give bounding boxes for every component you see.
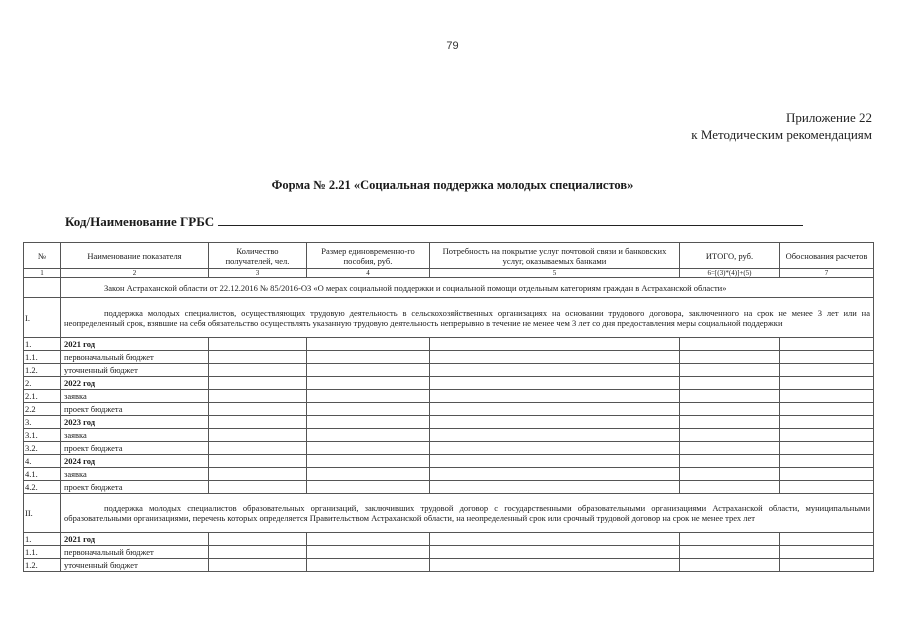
row-number: 1.1. xyxy=(24,546,61,559)
value-cell xyxy=(307,364,430,377)
row-indicator-name: уточненный бюджет xyxy=(61,559,209,572)
value-cell xyxy=(680,416,780,429)
table-row xyxy=(24,481,874,494)
header-bank-services: Потребность на покрытие услуг почтовой связи и банковских услуг, оказываемых банками xyxy=(430,243,680,269)
value-cell xyxy=(780,338,874,351)
grbs-label: Код/Наименование ГРБС xyxy=(65,214,215,229)
value-cell xyxy=(430,403,680,416)
grbs-field xyxy=(65,213,803,230)
table-row xyxy=(24,390,874,403)
row-number: 4.2. xyxy=(24,481,61,494)
value-cell xyxy=(780,390,874,403)
value-cell xyxy=(307,533,430,546)
value-cell xyxy=(780,429,874,442)
value-cell xyxy=(680,364,780,377)
section-1-num: I. xyxy=(24,298,61,338)
header-num: № xyxy=(24,243,61,269)
row-indicator-name: заявка xyxy=(61,390,209,403)
value-cell xyxy=(430,559,680,572)
col-number: 3 xyxy=(209,269,307,278)
table-row xyxy=(24,429,874,442)
row-indicator-name: заявка xyxy=(61,429,209,442)
section-2-row xyxy=(24,494,874,533)
value-cell xyxy=(780,364,874,377)
value-cell xyxy=(307,377,430,390)
section-1-text: поддержка молодых специалистов, осуществляющих трудовую деятельность в сельскохозяйственных организациях на основании трудового договора, заключенного на срок не менее 3 лет или на неопределенный срок, взявшие на себя обязательство осуществлять указанную трудовую деятельность непрерывно в течение не менее чем 3 лет со дня предоставления меры социальной поддержки xyxy=(61,298,874,338)
value-cell xyxy=(209,338,307,351)
appendix-line-2: к Методическим рекомендациям xyxy=(691,127,872,142)
grbs-fill-line xyxy=(218,213,803,226)
value-cell xyxy=(680,442,780,455)
row-indicator-name: первоначальный бюджет xyxy=(61,546,209,559)
table-row xyxy=(24,468,874,481)
value-cell xyxy=(430,390,680,403)
value-cell xyxy=(430,481,680,494)
table-row xyxy=(24,351,874,364)
value-cell xyxy=(209,481,307,494)
col-number: 6=[(3)*(4)]+(5) xyxy=(680,269,780,278)
value-cell xyxy=(680,455,780,468)
row-year-label: 2021 год xyxy=(61,533,209,546)
value-cell xyxy=(680,338,780,351)
value-cell xyxy=(680,403,780,416)
value-cell xyxy=(209,429,307,442)
row-indicator-name: заявка xyxy=(61,468,209,481)
table-row xyxy=(24,403,874,416)
value-cell xyxy=(209,559,307,572)
header-total: ИТОГО, руб. xyxy=(680,243,780,269)
value-cell xyxy=(430,442,680,455)
value-cell xyxy=(780,481,874,494)
row-year-label: 2021 год xyxy=(61,338,209,351)
row-number: 4. xyxy=(24,455,61,468)
value-cell xyxy=(209,390,307,403)
value-cell xyxy=(307,390,430,403)
section-2-num: II. xyxy=(24,494,61,533)
row-number: 4.1. xyxy=(24,468,61,481)
section-2-text: поддержка молодых специалистов образовательных организаций, заключивших трудовой договор с государственными образовательными организациями Астраханской области, муниципальными образовательными организациями, перечень которых определяется Правительством Астраханской области, на неопределенный срок или срочный трудовой договор на срок не менее трех лет xyxy=(61,494,874,533)
value-cell xyxy=(680,468,780,481)
col-number: 2 xyxy=(61,269,209,278)
value-cell xyxy=(680,559,780,572)
row-year-label: 2024 год xyxy=(61,455,209,468)
row-number: 1.2. xyxy=(24,559,61,572)
value-cell xyxy=(209,364,307,377)
row-indicator-name: проект бюджета xyxy=(61,442,209,455)
row-indicator-name: уточненный бюджет xyxy=(61,364,209,377)
value-cell xyxy=(209,351,307,364)
value-cell xyxy=(209,416,307,429)
table-row xyxy=(24,442,874,455)
header-recipients: Количество получателей, чел. xyxy=(209,243,307,269)
row-number: 1.2. xyxy=(24,364,61,377)
header-indicator: Наименование показателя xyxy=(61,243,209,269)
value-cell xyxy=(780,351,874,364)
table-row xyxy=(24,533,874,546)
appendix-line-1: Приложение 22 xyxy=(785,110,872,125)
table-row xyxy=(24,546,874,559)
value-cell xyxy=(209,546,307,559)
table-header-row xyxy=(24,243,874,269)
row-number: 3.2. xyxy=(24,442,61,455)
value-cell xyxy=(209,442,307,455)
row-year-label: 2023 год xyxy=(61,416,209,429)
row-number: 2.2 xyxy=(24,403,61,416)
value-cell xyxy=(430,468,680,481)
value-cell xyxy=(680,546,780,559)
table-row xyxy=(24,338,874,351)
value-cell xyxy=(680,481,780,494)
value-cell xyxy=(307,546,430,559)
section-1-row xyxy=(24,298,874,338)
value-cell xyxy=(780,546,874,559)
value-cell xyxy=(680,351,780,364)
value-cell xyxy=(430,455,680,468)
row-indicator-name: проект бюджета xyxy=(61,403,209,416)
indicators-table xyxy=(23,242,874,572)
row-number: 1.1. xyxy=(24,351,61,364)
value-cell xyxy=(780,533,874,546)
value-cell xyxy=(430,546,680,559)
row-year-label: 2022 год xyxy=(61,377,209,390)
value-cell xyxy=(430,351,680,364)
table-row xyxy=(24,377,874,390)
value-cell xyxy=(209,455,307,468)
law-row xyxy=(24,278,874,298)
value-cell xyxy=(780,403,874,416)
col-number: 7 xyxy=(780,269,874,278)
col-number: 1 xyxy=(24,269,61,278)
value-cell xyxy=(307,442,430,455)
col-number: 4 xyxy=(307,269,430,278)
value-cell xyxy=(209,533,307,546)
value-cell xyxy=(430,338,680,351)
value-cell xyxy=(430,429,680,442)
col-number: 5 xyxy=(430,269,680,278)
appendix-note xyxy=(691,109,872,143)
law-num-cell xyxy=(24,278,61,298)
value-cell xyxy=(209,468,307,481)
column-numbers-row xyxy=(24,269,874,278)
law-text: Закон Астраханской области от 22.12.2016 № 85/2016-ОЗ «О мерах социальной поддержки и социальной помощи отдельным категориям граждан в Астраханской области» xyxy=(61,278,874,298)
value-cell xyxy=(430,364,680,377)
value-cell xyxy=(209,403,307,416)
value-cell xyxy=(430,377,680,390)
value-cell xyxy=(680,390,780,403)
value-cell xyxy=(307,468,430,481)
value-cell xyxy=(780,559,874,572)
row-number: 1. xyxy=(24,338,61,351)
value-cell xyxy=(430,416,680,429)
table-row xyxy=(24,455,874,468)
row-number: 1. xyxy=(24,533,61,546)
value-cell xyxy=(307,403,430,416)
row-number: 3. xyxy=(24,416,61,429)
value-cell xyxy=(780,442,874,455)
value-cell xyxy=(780,416,874,429)
row-number: 2.1. xyxy=(24,390,61,403)
row-number: 3.1. xyxy=(24,429,61,442)
row-indicator-name: первоначальный бюджет xyxy=(61,351,209,364)
table-row xyxy=(24,416,874,429)
value-cell xyxy=(307,416,430,429)
value-cell xyxy=(307,481,430,494)
row-indicator-name: проект бюджета xyxy=(61,481,209,494)
page-number: 79 xyxy=(446,40,459,52)
value-cell xyxy=(307,429,430,442)
value-cell xyxy=(307,559,430,572)
table-row xyxy=(24,559,874,572)
value-cell xyxy=(780,377,874,390)
header-benefit-size: Размер единовременно-го пособия, руб. xyxy=(307,243,430,269)
value-cell xyxy=(209,377,307,390)
value-cell xyxy=(307,455,430,468)
header-justification: Обоснования расчетов xyxy=(780,243,874,269)
value-cell xyxy=(780,468,874,481)
value-cell xyxy=(680,377,780,390)
table-row xyxy=(24,364,874,377)
value-cell xyxy=(307,351,430,364)
value-cell xyxy=(780,455,874,468)
row-number: 2. xyxy=(24,377,61,390)
form-title: Форма № 2.21 «Социальная поддержка молодых специалистов» xyxy=(271,178,634,192)
value-cell xyxy=(307,338,430,351)
value-cell xyxy=(680,429,780,442)
value-cell xyxy=(680,533,780,546)
value-cell xyxy=(430,533,680,546)
